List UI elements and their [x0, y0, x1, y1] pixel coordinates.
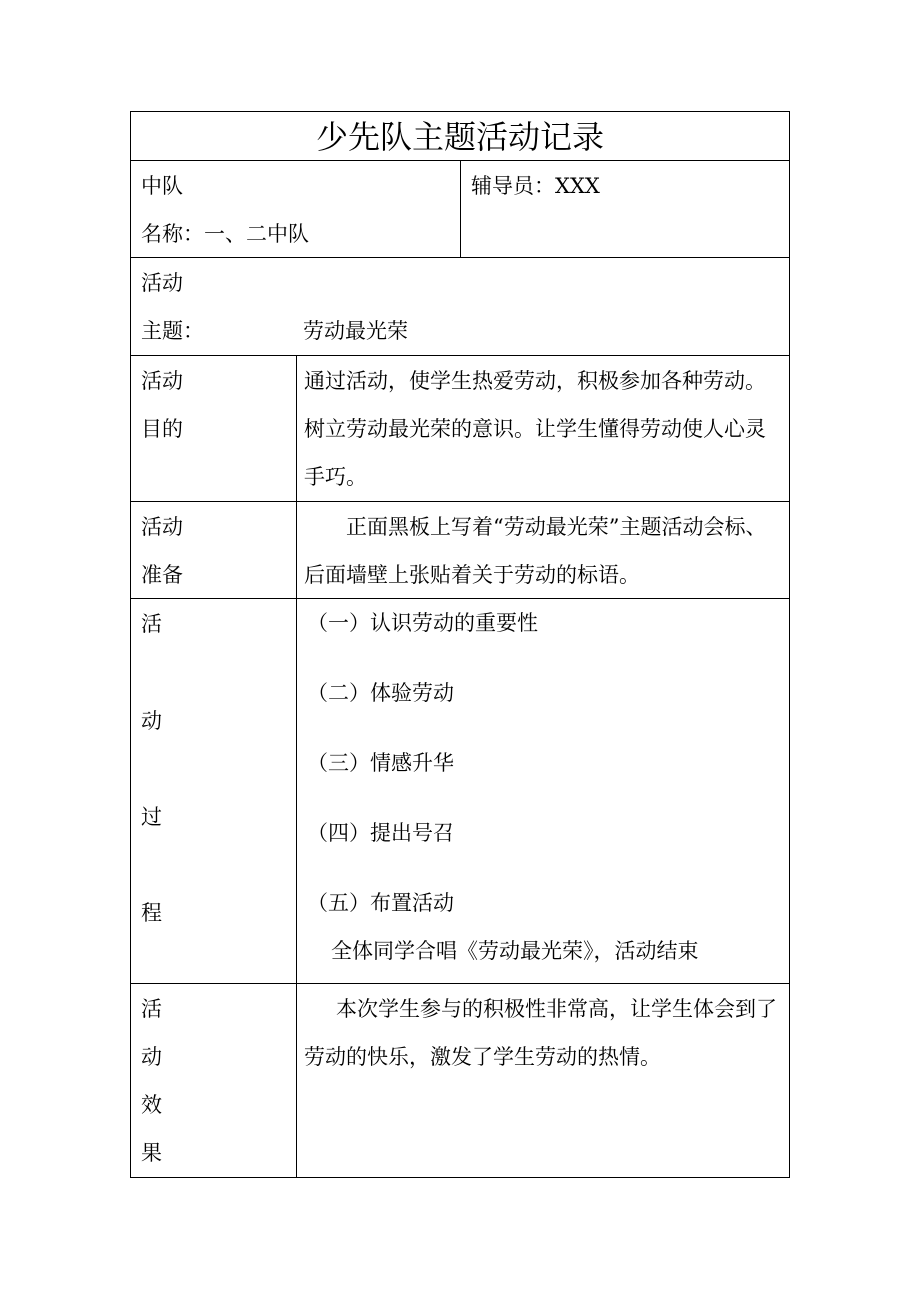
effect-label-char: 效	[141, 1093, 162, 1117]
document-title: 少先队主题活动记录	[315, 118, 604, 156]
process-step: （五）布置活动	[307, 891, 454, 915]
effect-label-char: 果	[141, 1141, 162, 1165]
row-divider	[131, 983, 789, 984]
prep-label-line2: 准备	[141, 563, 183, 587]
process-step: （一）认识劳动的重要性	[307, 611, 538, 635]
purpose-text: 通过活动，使学生热爱劳动，积极参加各种劳动。树立劳动最光荣的意识。让学生懂得劳动使人心灵手巧。	[304, 369, 766, 489]
counselor-field: 辅导员：XXX	[471, 174, 600, 198]
process-label-char: 活	[141, 612, 162, 636]
label-column-divider	[296, 355, 297, 1178]
activity-record-table	[130, 111, 790, 1178]
effect-label-char: 活	[141, 997, 162, 1021]
process-label-char: 动	[141, 709, 162, 733]
process-step: （二）体验劳动	[307, 681, 454, 705]
purpose-label-line1: 活动	[141, 369, 183, 393]
prep-text: 正面黑板上写着“劳动最光荣”主题活动会标、后面墙壁上张贴着关于劳动的标语。	[304, 515, 767, 587]
theme-label-line1: 活动	[141, 271, 183, 295]
process-step: （四）提出号召	[307, 821, 454, 845]
effect-text: 本次学生参与的积极性非常高，让学生体会到了劳动的快乐，激发了学生劳动的热情。	[304, 997, 777, 1069]
theme-label-line2: 主题：	[141, 319, 204, 343]
squad-label: 中队	[141, 174, 183, 198]
squad-name: 名称：一、二中队	[141, 222, 309, 246]
row-divider	[131, 355, 789, 356]
process-label-char: 过	[141, 805, 162, 829]
effect-label-char: 动	[141, 1045, 162, 1069]
process-label-char: 程	[141, 901, 162, 925]
process-step: （三）情感升华	[307, 751, 454, 775]
process-closing: 全体同学合唱《劳动最光荣》，活动结束	[331, 939, 699, 963]
theme-value: 劳动最光荣	[303, 319, 408, 343]
purpose-label-line2: 目的	[141, 417, 183, 441]
row-divider	[131, 257, 789, 258]
column-divider	[460, 160, 461, 257]
prep-label-line1: 活动	[141, 515, 183, 539]
row-divider	[131, 501, 789, 502]
